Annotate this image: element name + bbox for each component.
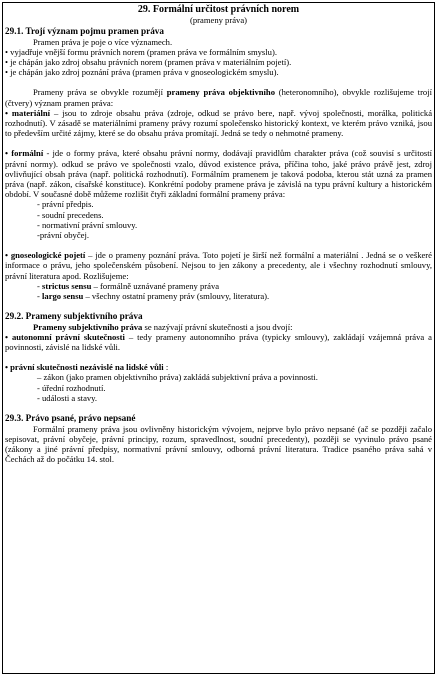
section-intro: Pramen práva je poje o více významech. bbox=[33, 36, 173, 47]
list-item: • je chápán jako zdroj obsahu právních norem (pramen práva v materiálním pojetí). bbox=[5, 56, 292, 67]
section-heading-29-3: 29.3. Právo psané, právo nepsané bbox=[5, 413, 136, 424]
list-item-text: – všechny ostatní prameny práv (smlouvy, literatura). bbox=[83, 290, 270, 301]
list-item bbox=[37, 281, 432, 291]
document-title: 29. Formální určitost právních norem bbox=[137, 4, 300, 15]
list-dash: - bbox=[37, 280, 43, 291]
list-item: – zákon (jako pramen objektivního práva) zakládá subjektivní práva a povinnosti. bbox=[37, 372, 318, 383]
list-item: - normativní právní smlouvy. bbox=[37, 219, 138, 230]
independent-facts-list bbox=[5, 372, 432, 403]
list-item bbox=[37, 291, 432, 301]
list-dash: - bbox=[37, 290, 43, 301]
paragraph-material bbox=[5, 108, 432, 139]
paragraph-objective-law bbox=[5, 87, 432, 107]
list-item: - soudní precedens. bbox=[37, 209, 104, 220]
list-item: - úřední rozhodnutí. bbox=[37, 382, 106, 393]
term-formal: • formální bbox=[5, 148, 44, 159]
section-heading-29-1: 29.1. Trojí význam pojmu pramen práva bbox=[5, 26, 164, 36]
meaning-list bbox=[5, 47, 432, 78]
section-heading-29-2: 29.2. Prameny subjektivního práva bbox=[5, 311, 143, 322]
document-subtitle: (prameny práva) bbox=[189, 15, 248, 25]
paragraph-autonomous bbox=[5, 332, 432, 352]
section-intro bbox=[5, 322, 432, 332]
list-item: - právní předpis. bbox=[37, 199, 94, 210]
paragraph-text: – jde o prameny poznání práva. Toto pojetí je širší než formální a materiální . Jedná se o veškeré informace o právu, jeho společenském působení. Nejsou to jen zákony a precedenty, ale i všechny rozhodnutí smlouvy, právní literatura apod. Rozlišujeme: bbox=[5, 250, 432, 281]
paragraph-text: (heteronomního), obvykle rozlišujeme trojí (čtvery) význam pramen práva: bbox=[5, 87, 433, 108]
list-item: -právní obyčej. bbox=[37, 229, 90, 240]
paragraph-text: – jsou to zdroje obsahu práva (zdroje, odkud se právo bere, např. vývoj společnosti, morálka, politická rozhodnutí). V zásadě se materiálními prameny právy rozumí společensko historický kontext, ve kterém právo vzniká, jsou to především určité zájmy, které se do obsahu práva promítají. Jedná se tedy o nehmotné prameny. bbox=[5, 107, 433, 139]
list-item: • je chápán jako zdroj poznání práva (pramen práva v gnoseologickém smyslu). bbox=[5, 67, 279, 78]
term-largo-sensu: largo sensu bbox=[42, 290, 84, 301]
paragraph-text: : bbox=[163, 362, 169, 373]
paragraph-gnoseological bbox=[5, 250, 432, 281]
paragraph-independent bbox=[5, 362, 432, 372]
emphasis-text: Prameny subjektivního práva bbox=[33, 321, 143, 332]
paragraph-text: - jde o formy práva, které obsahu právní normy, dodávají pravidlům charakter práva (což souvisí s určitostí právní normy). odkud se právo ve společnosti vzalo, důvod existence práva, příčina toho, jaké právo právě jest, zdroj ovlivňující obsah práva (např. politická rozhodnutí). Formálním pramenem je taková podoba, kterou stát uzná za pramen práva (např. zákon, císařské konstituce). Konkrétní podoby pramene práva je závislá na typu právní kultury a historickém období. V současné době můžeme rozlišit čtyři základní formální prameny práva: bbox=[5, 148, 433, 200]
list-item: • vyjadřuje vnější formu právních norem (pramen práva ve formálním smyslu). bbox=[5, 46, 277, 57]
list-item-text: – formálně uznávané prameny práva bbox=[91, 280, 220, 291]
emphasis-text: prameny práva objektivního bbox=[166, 87, 276, 98]
paragraph-written-law: Formální prameny práva jsou ovlivněny historickým vývojem, nejprve bylo právo nepsané (ač se později začalo sepisovat, právní obyčeje, právní principy, rozum, spravedlnost, soudní precedenty), později se vyvinulo právo psané (zákony a jiné právní předpisy, normativní právní smlouvy, odborná právní literatura. Tradice psaného práva sahá v Čechách až do počátku 14. stol. bbox=[5, 423, 432, 465]
gnoseological-list bbox=[5, 281, 432, 301]
term-gnoseological: • gnoseologické pojetí bbox=[5, 250, 86, 261]
term-strictus-sensu: strictus sensu bbox=[42, 280, 92, 291]
paragraph-text: Prameny práva se obvykle rozumějí bbox=[33, 87, 167, 98]
term-autonomous: • autonomní právní skutečnosti bbox=[5, 331, 125, 342]
formal-sources-list bbox=[5, 199, 432, 240]
term-independent: • právní skutečnosti nezávislé na lidské vůli bbox=[5, 362, 164, 373]
paragraph-text: – tedy prameny autonomního práva (typicky smlouvy), zakládají vzájemná práva a povinnosti, závislé na lidské vůli. bbox=[5, 331, 432, 353]
paragraph-text: se nazývají právní skutečnosti a jsou dvojí: bbox=[142, 321, 293, 332]
term-material: • materiální bbox=[5, 107, 51, 118]
paragraph-formal bbox=[5, 148, 432, 199]
list-item: - události a stavy. bbox=[37, 392, 98, 403]
